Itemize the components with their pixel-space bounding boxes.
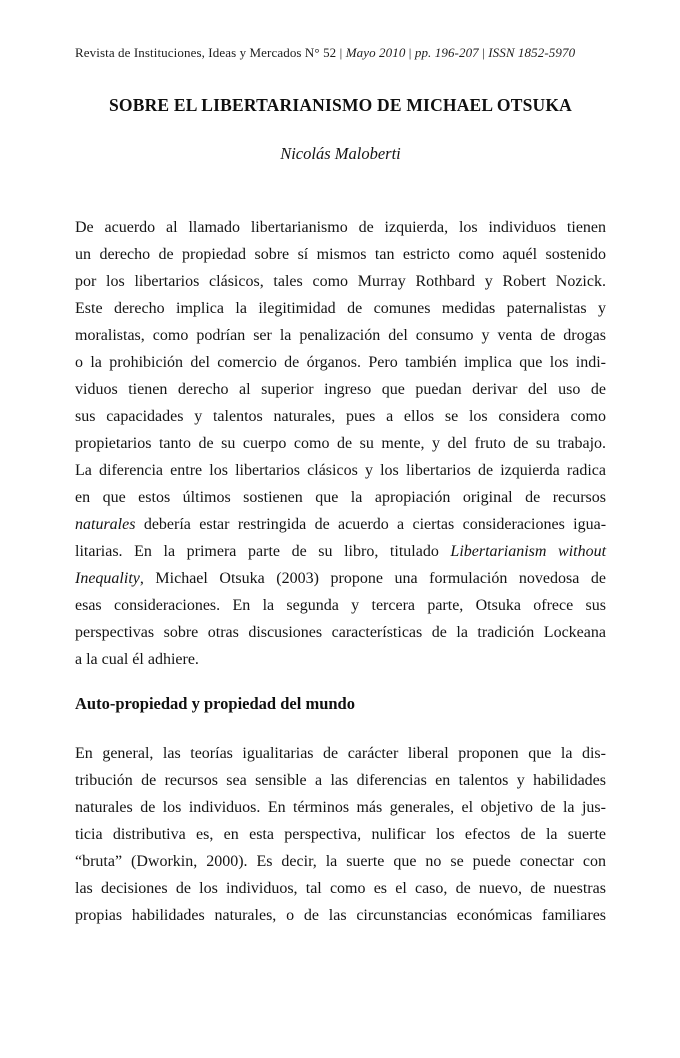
paragraph-self-ownership xyxy=(75,740,606,929)
text-line xyxy=(75,646,606,673)
text-line xyxy=(75,538,606,565)
text-line xyxy=(75,295,606,322)
text-segment: La diferencia entre los libertarios clásicos y los libertarios de izquierda radica xyxy=(75,462,606,479)
text-line xyxy=(75,430,606,457)
journal-header-segment: Revista de Instituciones, Ideas y Mercados N° 52 xyxy=(75,45,337,60)
text-segment: propias habilidades naturales, o de las circunstancias económicas familiares xyxy=(75,907,607,924)
text-segment: esas consideraciones. En la segunda y tercera parte, Otsuka ofrece sus xyxy=(75,597,607,614)
article-author: Nicolás Maloberti xyxy=(280,144,401,163)
text-line xyxy=(75,241,606,268)
text-segment: perspectivas sobre otras discusiones características de la tradición Lockeana xyxy=(75,624,606,641)
text-segment: a la cual él adhiere. xyxy=(75,651,199,668)
text-line xyxy=(75,767,606,794)
text-segment: tribución de recursos sea sensible a las diferencias en talentos y habilidades xyxy=(75,772,607,789)
journal-header-segment: | xyxy=(478,45,489,60)
text-line xyxy=(75,403,606,430)
text-line xyxy=(75,268,606,295)
text-line xyxy=(75,484,606,511)
text-segment: Este derecho implica la ilegitimidad de comunes medidas paternalistas y xyxy=(75,300,606,317)
text-line xyxy=(75,821,606,848)
text-line xyxy=(75,376,606,403)
text-line xyxy=(75,619,606,646)
text-segment: un derecho de propiedad sobre sí mismos tan estricto como aquél sostenido xyxy=(75,246,606,263)
text-segment: o la prohibición del comercio de órganos. Pero también implica que los indi- xyxy=(75,354,607,371)
text-line xyxy=(75,848,606,875)
text-segment: moralistas, como podrían ser la penalización del consumo y venta de drogas xyxy=(75,327,606,344)
text-line xyxy=(75,794,606,821)
text-segment: En general, las teorías igualitarias de carácter liberal proponen que la dis- xyxy=(75,745,606,762)
section-heading: Auto-propiedad y propiedad del mundo xyxy=(75,694,355,713)
journal-header xyxy=(75,45,635,61)
text-segment: propietarios tanto de su cuerpo como de su mente, y del fruto de su trabajo. xyxy=(75,435,607,452)
paragraph-intro xyxy=(75,214,606,673)
text-line xyxy=(75,902,606,929)
text-segment: por los libertarios clásicos, tales como Murray Rothbard y Robert Nozick. xyxy=(75,273,606,290)
italic-text-segment: naturales xyxy=(75,516,136,533)
text-line xyxy=(75,349,606,376)
journal-header-italic-segment: ISSN 1852-5970 xyxy=(488,45,576,60)
text-line xyxy=(75,565,606,592)
text-segment: ticia distributiva es, en esta perspectiva, nulificar los efectos de la suerte xyxy=(75,826,607,843)
journal-header-italic-segment: pp. 196-207 xyxy=(414,45,479,60)
text-segment: en que estos últimos sostienen que la apropiación original de recursos xyxy=(75,489,607,506)
italic-text-segment: Libertarianism without xyxy=(450,543,607,560)
article-title: SOBRE EL LIBERTARIANISMO DE MICHAEL OTSUKA xyxy=(108,95,573,115)
text-segment: sus capacidades y talentos naturales, pues a ellos se los considera como xyxy=(75,408,606,425)
text-segment: , Michael Otsuka (2003) propone una formulación novedosa de xyxy=(139,570,607,587)
text-line xyxy=(75,511,606,538)
text-line xyxy=(75,322,606,349)
journal-header-segment: | xyxy=(405,45,415,60)
text-line xyxy=(75,740,606,767)
text-line xyxy=(75,592,606,619)
text-line xyxy=(75,875,606,902)
text-segment: viduos tienen derecho al superior ingreso que puedan derivar del uso de xyxy=(75,381,607,398)
text-segment: debería estar restringida de acuerdo a ciertas consideraciones igua- xyxy=(135,516,607,533)
text-segment: “bruta” (Dworkin, 2000). Es decir, la suerte que no se puede conectar con xyxy=(75,853,607,870)
text-line xyxy=(75,457,606,484)
text-segment: naturales de los individuos. En términos más generales, el objetivo de la jus- xyxy=(75,799,606,816)
text-segment: las decisiones de los individuos, tal como es el caso, de nuevo, de nuestras xyxy=(75,880,606,897)
journal-header-segment: | xyxy=(336,45,346,60)
text-segment: litarias. En la primera parte de su libro, titulado xyxy=(75,543,451,560)
text-segment: De acuerdo al llamado libertarianismo de izquierda, los individuos tienen xyxy=(75,219,607,236)
journal-header-italic-segment: Mayo 2010 xyxy=(345,45,406,60)
italic-text-segment: Inequality xyxy=(75,570,140,587)
text-line xyxy=(75,214,606,241)
